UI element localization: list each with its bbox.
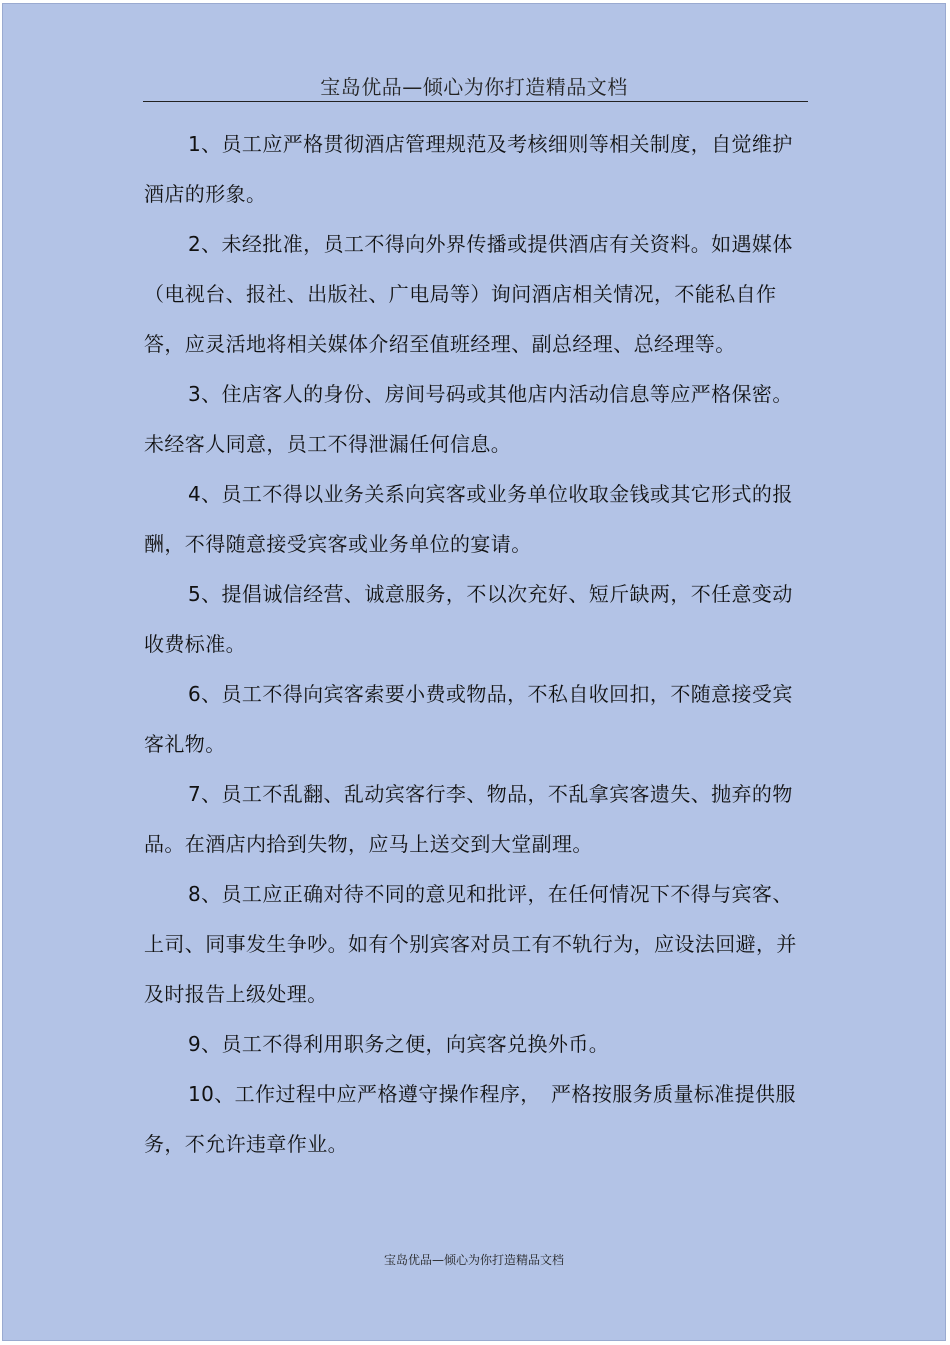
document-page: [2, 3, 946, 1341]
paragraph-8: 8、员工应正确对待不同的意见和批评，在任何情况下不得与宾客、上司、同事发生争吵。如有个别宾客对员工有不轨行为，应设法回避，并及时报告上级处理。: [144, 882, 797, 1006]
header-divider: [143, 101, 808, 102]
paragraph-7: 7、员工不乱翻、乱动宾客行李、物品，不乱拿宾客遗失、抛弃的物品。在酒店内拾到失物，应马上送交到大堂副理。: [144, 782, 793, 856]
paragraph-6: 6、员工不得向宾客索要小费或物品，不私自收回扣，不随意接受宾客礼物。: [144, 682, 793, 756]
paragraph-10: 10、工作过程中应严格遵守操作程序， 严格按服务质量标准提供服务，不允许违章作业。: [144, 1082, 796, 1156]
page-footer-title: 宝岛优品—倾心为你打造精品文档: [383, 1253, 564, 1267]
document-body: [144, 119, 804, 1169]
paragraph-5: 5、提倡诚信经营、诚意服务，不以次充好、短斤缺两，不任意变动收费标准。: [144, 582, 793, 656]
paragraph-1: 1、员工应严格贯彻酒店管理规范及考核细则等相关制度，自觉维护酒店的形象。: [144, 132, 793, 206]
paragraph-2: 2、未经批准，员工不得向外界传播或提供酒店有关资料。如遇媒体（电视台、报社、出版社、广电局等）询问酒店相关情况，不能私自作答，应灵活地将相关媒体介绍至值班经理、副总经理、总经理等。: [144, 232, 793, 356]
page-header-title: 宝岛优品—倾心为你打造精品文档: [320, 75, 628, 99]
paragraph-3: 3、住店客人的身份、房间号码或其他店内活动信息等应严格保密。未经客人同意，员工不得泄漏任何信息。: [144, 382, 793, 456]
paragraph-4: 4、员工不得以业务关系向宾客或业务单位收取金钱或其它形式的报酬，不得随意接受宾客或业务单位的宴请。: [144, 482, 793, 556]
paragraph-9: 9、员工不得利用职务之便，向宾客兑换外币。: [188, 1032, 610, 1056]
